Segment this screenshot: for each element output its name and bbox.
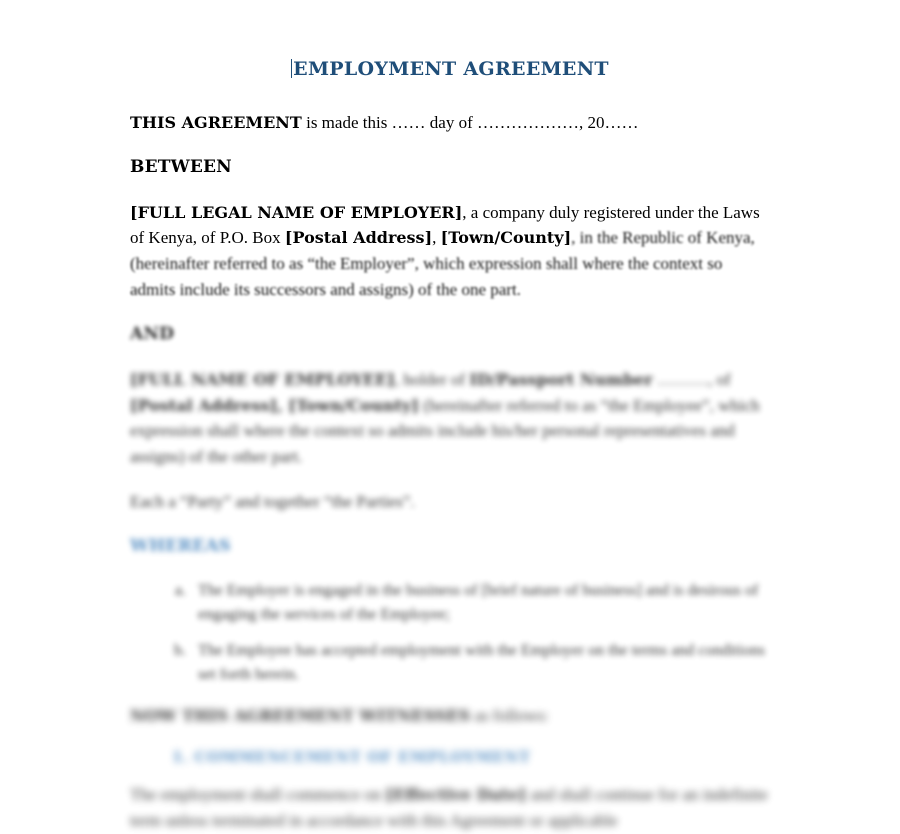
now-therefore-rest: as follows: [470,705,549,725]
document-title [130,58,770,80]
employee-address-placeholder: [Postal Address], [Town/County] [130,395,419,415]
intro-rest-text: is made this …… day of ………………, 20…… [301,113,639,132]
recital-item-a: a. The Employer is engaged in the business of [brief nature of business] and is desirous of engaging the services of the Employee; [190,579,770,627]
employer-rest-text: , a company duly registered under the Laws of Kenya, of P.O. Box [130,202,760,248]
clause-1-text-1: The employment shall commence on [130,784,386,804]
employee-tail-text: (hereinafter referred to as “the Employee”, which expression shall where the context so admits include his/her personal representatives and assigns) of the other part. [130,395,760,467]
intro-bold-text: THIS AGREEMENT [130,113,302,132]
document-title-text: EMPLOYMENT AGREEMENT [293,58,609,80]
clause-1-text-2: and shall continue for an indefinite term unless terminated in accordance with this Agreement or applicable [130,784,768,830]
employee-mid2-text: ………, of [652,369,731,389]
employer-separator: , [432,228,441,248]
employer-town-placeholder: [Town/County] [440,228,572,248]
paragraph-now-therefore [130,703,770,729]
heading-and: AND [130,323,175,344]
recitals-list [130,579,770,687]
recital-item-b: b. The Employee has accepted employment with the Employer on the terms and conditions set forth herein. [190,639,770,687]
now-therefore-bold: NOW THIS AGREEMENT WITNESSES [130,705,471,725]
paragraph-employer [130,200,770,303]
employer-name-placeholder: [FULL LEGAL NAME OF EMPLOYER] [130,202,463,222]
employer-tail-text: , in the Republic of Kenya, (hereinafter referred to as “the Employer”, which expression shall where the context so admits include its successors and assigns) of the one part. [130,228,755,300]
employer-postal-placeholder: [Postal Address] [284,228,433,248]
paragraph-employee [130,367,770,470]
employee-name-placeholder: [FULL NAME OF EMPLOYEE] [130,369,395,389]
paragraph-intro [130,110,770,136]
paragraph-clause-1-body [130,782,770,834]
heading-between: BETWEEN [130,156,232,177]
heading-clause-1: 1. COMMENCEMENT OF EMPLOYMENT [172,747,531,766]
effective-date-placeholder: [Effective Date] [385,784,527,804]
employee-id-placeholder: ID/Passport Number [469,369,653,389]
heading-whereas: WHEREAS [130,535,231,556]
paragraph-parties: Each a “Party” and together “the Parties”. [130,492,415,512]
employee-mid-text: , holder of [394,369,470,389]
